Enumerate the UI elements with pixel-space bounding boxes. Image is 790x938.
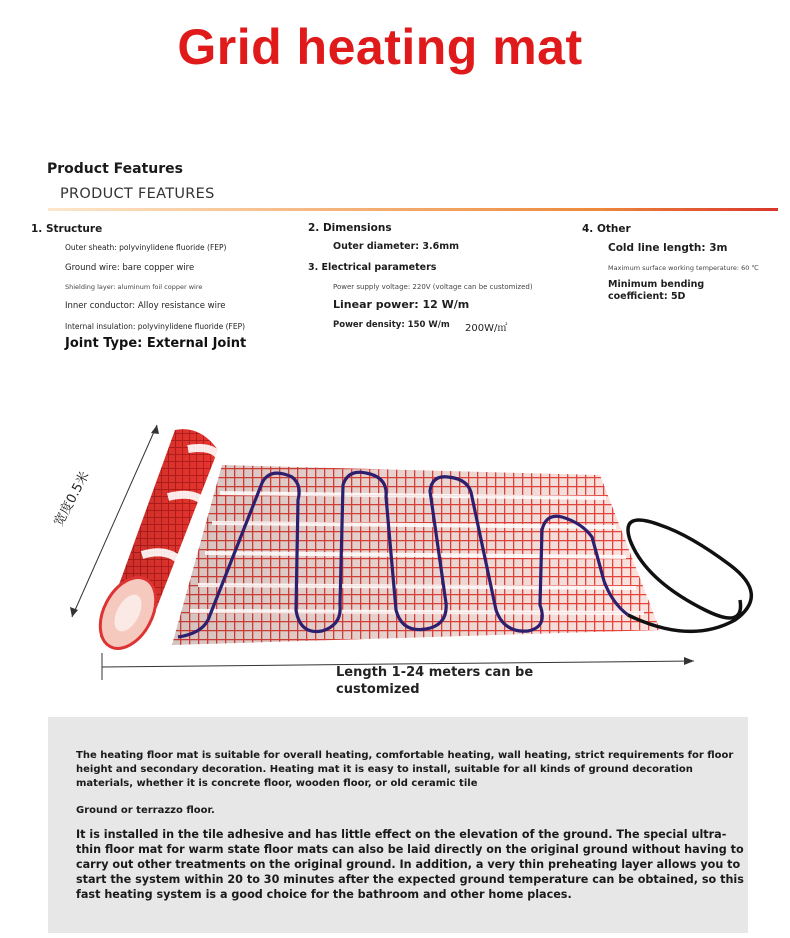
internal-insulation-spec: Internal insulation: polyvinylidene fluoride (FEP) bbox=[65, 322, 246, 331]
coefficient-spec: coefficient: 5D bbox=[608, 291, 686, 302]
section-heading: Product Features bbox=[47, 161, 183, 177]
shielding-spec: Shielding layer: aluminum foil copper wire bbox=[65, 283, 203, 291]
max-temp-spec: Maximum surface working temperature: 60 ℃ bbox=[608, 264, 759, 272]
voltage-spec: Power supply voltage: 220V (voltage can be customized) bbox=[333, 283, 533, 291]
ground-wire-spec: Ground wire: bare copper wire bbox=[65, 263, 195, 273]
description-paragraph-3: It is installed in the tile adhesive and has little effect on the elevation of the ground. The special ultra-thin floor mat for warm state floor mats can also be laid directly on the original ground without having to carry out other treatments on the original ground. In addition, a very thin preheating layer allows you to start the system within 20 to 30 minutes after the expected ground temperature can be obtained, so this fast heating system is a good choice for the bathroom and other home places. bbox=[76, 828, 744, 901]
length-label: Length 1-24 meters can be customized bbox=[336, 665, 534, 697]
description-panel bbox=[48, 717, 748, 933]
power-density-spec: Power density: 150 W/m bbox=[333, 320, 450, 330]
outer-sheath-spec: Outer sheath: polyvinylidene fluoride (FEP) bbox=[65, 243, 227, 252]
gradient-divider bbox=[48, 208, 778, 211]
section-subheading: PRODUCT FEATURES bbox=[60, 186, 215, 202]
cold-line-spec: Cold line length: 3m bbox=[608, 242, 728, 254]
width-label: 宽度0.5米 bbox=[51, 469, 93, 529]
description-paragraph-2: Ground or terrazzo floor. bbox=[76, 805, 215, 816]
linear-power-spec: Linear power: 12 W/m bbox=[333, 298, 470, 311]
outer-diameter-spec: Outer diameter: 3.6mm bbox=[333, 241, 460, 252]
other-heading: 4. Other bbox=[582, 223, 631, 235]
product-photo bbox=[0, 405, 790, 705]
power-density-alt: 200W/㎡ bbox=[465, 323, 508, 334]
joint-type-spec: Joint Type: External Joint bbox=[65, 336, 247, 351]
description-paragraph-1: The heating floor mat is suitable for overall heating, comfortable heating, wall heating, strict requirements for floor height and secondary decoration. Heating mat it is easy to install, suitable for all kinds of ground decoration materials, whether it is concrete floor, wooden floor, or old ceramic tile bbox=[76, 750, 734, 789]
inner-conductor-spec: Inner conductor: Alloy resistance wire bbox=[65, 301, 226, 311]
structure-heading: 1. Structure bbox=[31, 223, 103, 235]
dimensions-heading: 2. Dimensions bbox=[308, 222, 392, 234]
electrical-heading: 3. Electrical parameters bbox=[308, 262, 437, 273]
page-title: Grid heating mat bbox=[177, 19, 583, 75]
min-bending-spec: Minimum bending bbox=[608, 279, 705, 290]
